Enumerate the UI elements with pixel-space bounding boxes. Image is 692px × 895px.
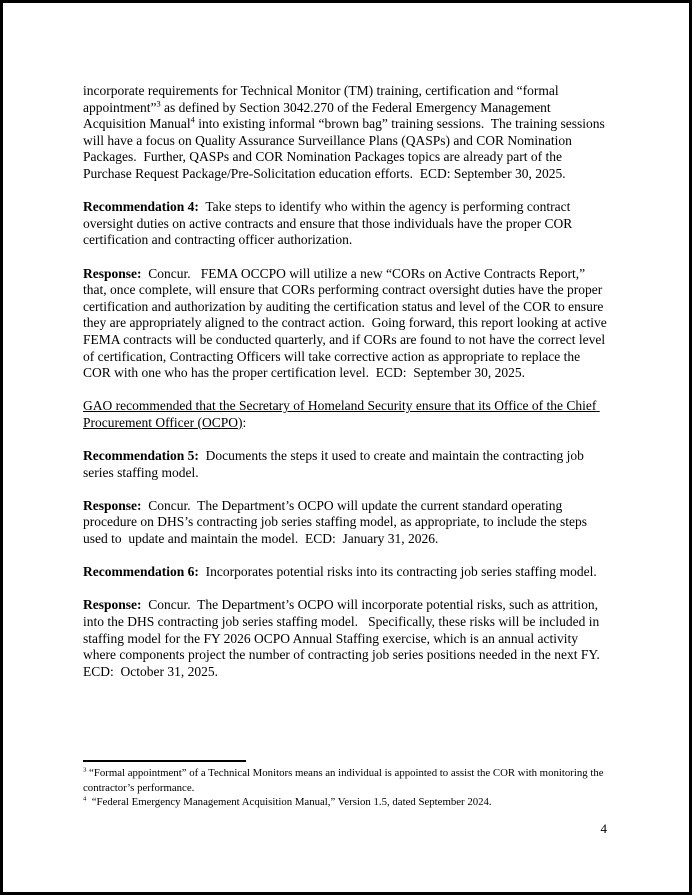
recommendation-4: Recommendation 4: Take steps to identify who within the agency is performing contract oversight duties on active contracts and ensure that those individuals have the proper COR certification and contracting officer authorization. [83,199,576,248]
response-6: Response: Concur. The Department’s OCPO will incorporate potential risks, such as attrition, into the DHS contracting job series staffing model. Specifically, these risks will be included in staffing model for the FY 2026 OCPO Annual Staffing exercise, which is an annual activity where components project the number of contracting job series positions needed in the next FY. ECD: October 31, 2025. [83,597,607,679]
footnote-4: $^4$ “Federal Emergency Management Acquisition Manual,” Version 1.5, dated September 2024. [83,795,492,808]
footnote-3: $^3$ “Formal appointment” of a Technical Monitors means an individual is appointed to assist the COR with monitoring the contractor’s performance. [83,766,607,794]
footnote-separator [83,760,246,762]
footnotes-section [83,760,607,810]
footnotes-list [83,766,607,810]
document-body [83,83,611,680]
recommendation-6: Recommendation 6: Incorporates potential risks into its contracting job series staffing model. [83,564,597,580]
page-number: 4 [600,821,607,836]
opening-continuation-paragraph: incorporate requirements for Technical Monitor (TM) training, certification and “formal appointment”$^3$ as defined by Section 3042.270 of the Federal Emergency Management Acquisition Manual$^4$ into existing informal “brown bag” training sessions. The training sessions will have a focus on Quality Assurance Surveillance Plans (QASPs) and COR Nomination Packages. Further, QASPs and COR Nomination Packages topics are already part of the Purchase Request Package/Pre-Solicitation education efforts. ECD: September 30, 2025. [83,83,609,181]
recommendation-5: Recommendation 5: Documents the steps it used to create and maintain the contracting job series staffing model. [83,448,588,480]
gao-recommendation-heading: GAO recommended that the Secretary of Homeland Security ensure that its Office of the Chief Procurement Officer (OCPO): [83,398,600,430]
response-5: Response: Concur. The Department’s OCPO will update the current standard operating procedure on DHS’s contracting job series staffing model, as appropriate, to include the steps used to update and maintain the model. ECD: January 31, 2026. [83,497,591,547]
response-4: Response: Concur. FEMA OCCPO will utilize a new “CORs on Active Contracts Report,” that, once complete, will ensure that CORs performing contract oversight duties have the proper certification and authorization by auditing the certification status and level of the COR to ensure they are appropriately aligned to the contract action. Going forward, this report looking at active FEMA contracts will be conducted quarterly, and if CORs are found to not have the correct level of certification, Contracting Officers will take corrective action as appropriate to replace the COR with one who has the proper certification level. ECD: September 30, 2025. [83,265,611,381]
